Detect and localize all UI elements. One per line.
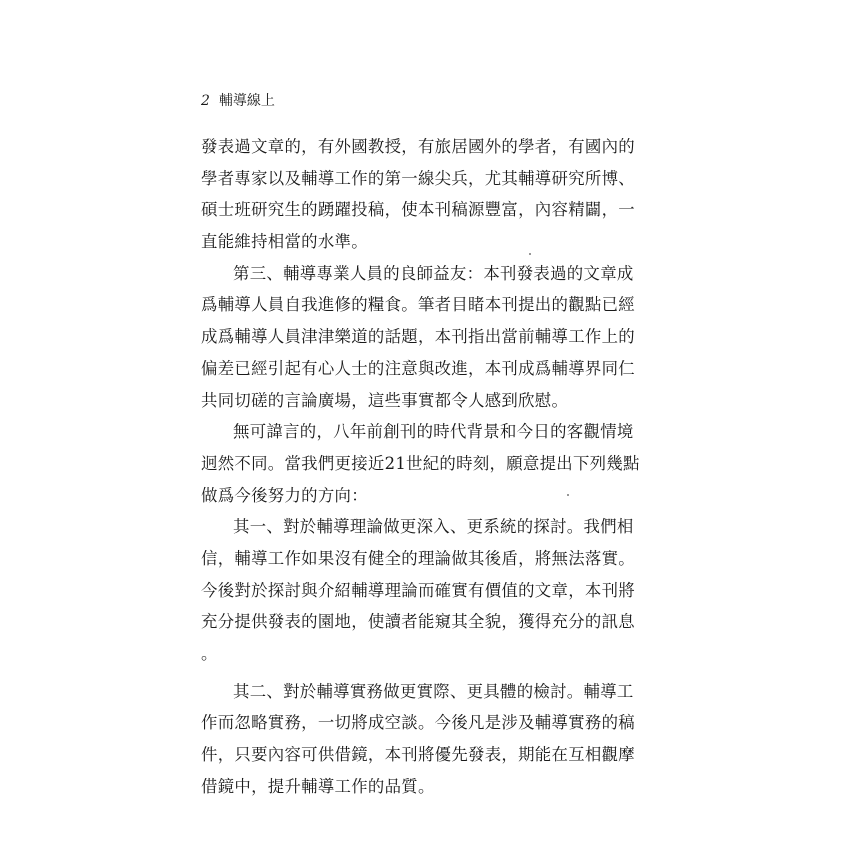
body-text bbox=[201, 135, 651, 806]
text-line: 借鏡中，提升輔導工作的品質。 bbox=[201, 776, 435, 796]
text-line: 共同切磋的言論廣場，這些事實都令人感到欣慰。 bbox=[201, 390, 569, 410]
text-line: 偏差已經引起有心人士的注意與改進，本刊成爲輔導界同仁 bbox=[201, 358, 635, 378]
running-header bbox=[201, 92, 275, 110]
text-line: 充分提供發表的園地，使讀者能窺其全貌，獲得充分的訊息 bbox=[201, 612, 635, 632]
text-line: 學者專家以及輔導工作的第一線尖兵，尤其輔導研究所博、 bbox=[201, 168, 635, 188]
text-line: 作而忽略實務，一切將成空談。今後凡是涉及輔導實務的稿 bbox=[201, 713, 635, 733]
text-line: 發表過文章的，有外國教授，有旅居國外的學者，有國內的 bbox=[201, 137, 635, 156]
text-line: 做爲今後努力的方向： bbox=[201, 485, 368, 505]
paragraph-start-line: 其二、對於輔導實務做更實際、更具體的檢討。輔導工 bbox=[233, 681, 634, 701]
text-line: 碩士班研究生的踴躍投稿，使本刊稿源豐富，內容精闢，一 bbox=[201, 200, 635, 220]
scan-speck bbox=[567, 494, 569, 496]
text-line: 直能維持相當的水準。 bbox=[201, 232, 368, 252]
running-title: 輔導線上 bbox=[218, 93, 275, 109]
text-line: 件，只要內容可供借鏡，本刊將優先發表，期能在互相觀摩 bbox=[201, 745, 635, 765]
paragraph-start-line: 無可諱言的，八年前創刊的時代背景和今日的客觀情境 bbox=[233, 422, 634, 442]
text-line: 成爲輔導人員津津樂道的話題，本刊指出當前輔導工作上的 bbox=[201, 327, 635, 347]
text-line: 爲輔導人員自我進修的糧食。筆者目睹本刊提出的觀點已經 bbox=[201, 295, 635, 315]
paragraph-start-line: 第三、輔導專業人員的良師益友：本刊發表過的文章成 bbox=[233, 263, 634, 283]
text-line: 信，輔導工作如果沒有健全的理論做其後盾，將無法落實。 bbox=[201, 548, 635, 568]
text-line: 今後對於探討與介紹輔導理論而確實有價值的文章，本刊將 bbox=[201, 580, 635, 600]
text-line: 。 bbox=[201, 644, 218, 663]
page-number: 2 bbox=[201, 93, 210, 109]
scan-speck bbox=[529, 253, 531, 255]
paragraph-start-line: 其一、對於輔導理論做更深入、更系統的探討。我們相 bbox=[233, 517, 634, 537]
text-line: 迥然不同。當我們更接近21世紀的時刻，願意提出下列幾點 bbox=[201, 453, 640, 473]
